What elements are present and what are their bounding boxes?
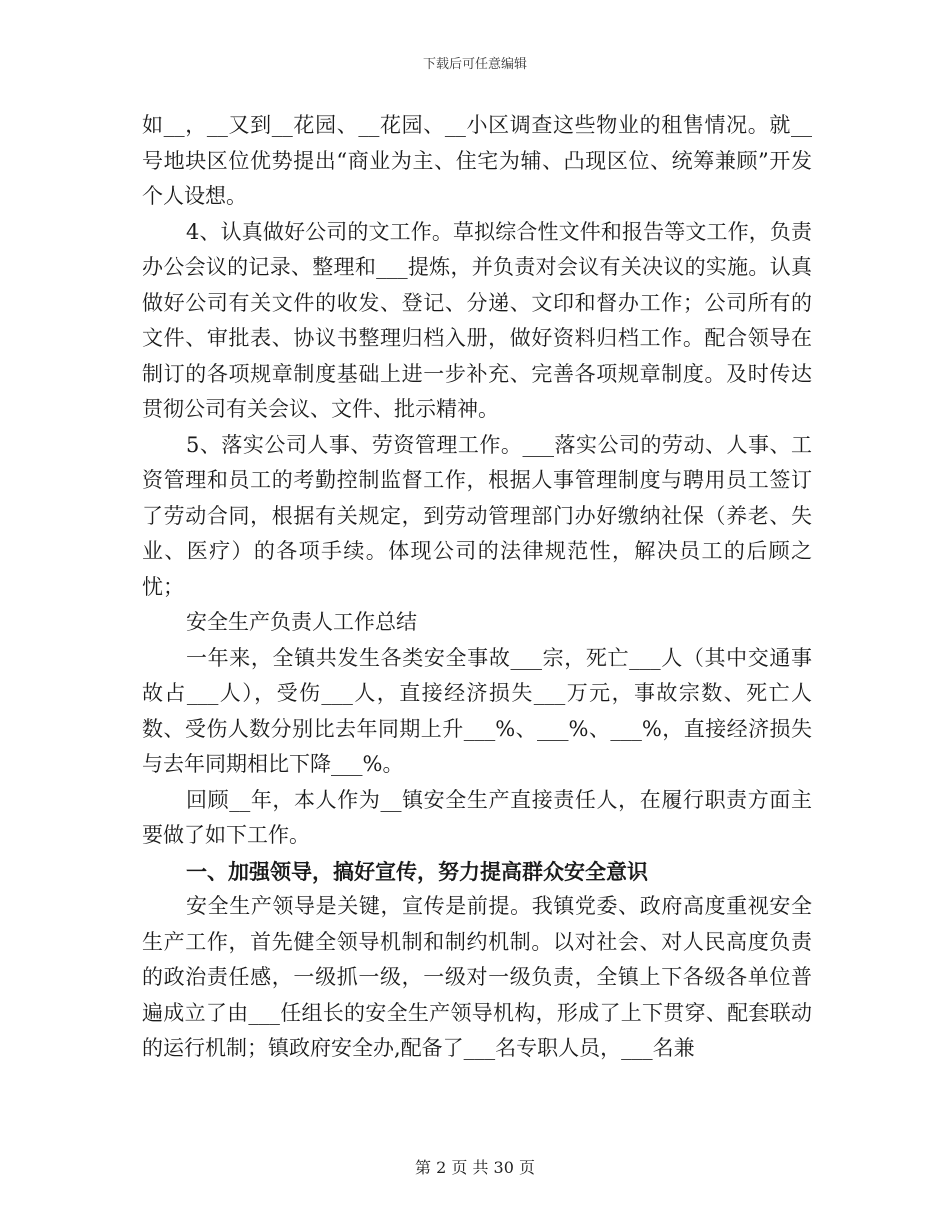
- document-body: [142, 108, 812, 1067]
- paragraph: 安全生产领导是关键，宣传是前提。我镇党委、政府高度重视安全生产工作，首先健全领导机制和制约机制。以对社会、对人民高度负责的政治责任感，一级抓一级，一级对一级负责，全镇上下各级各单位普遍成立了由___任组长的安全生产领导机构，形成了上下贯穿、配套联动的运行机制；镇政府安全办,配备了___名专职人员，___名兼: [142, 894, 812, 1060]
- paragraph: 4、认真做好公司的文工作。草拟综合性文件和报告等文工作，负责办公会议的记录、整理和___提炼，并负责对会议有关决议的实施。认真做好公司有关文件的收发、登记、分递、文印和督办工作；公司所有的文件、审批表、协议书整理归档入册，做好资料归档工作。配合领导在制订的各项规章制度基础上进一步补充、完善各项规章制度。及时传达贯彻公司有关会议、文件、批示精神。: [142, 219, 812, 421]
- paragraph: 如__，__又到__花园、__花园、__小区调查这些物业的租售情况。就__号地块区位优势提出“商业为主、住宅为辅、凸现区位、统筹兼顾”开发个人设想。: [142, 113, 812, 208]
- section-title: 安全生产负责人工作总结: [186, 610, 417, 634]
- section-heading: 一、加强领导，搞好宣传，努力提高群众安全意识: [186, 858, 648, 884]
- paragraph: 一年来，全镇共发生各类安全事故___宗，死亡___人（其中交通事故占___人），受伤___人，直接经济损失___万元，事故宗数、死亡人数、受伤人数分别比去年同期上升___%、___%、___%，直接经济损失与去年同期相比下降___%。: [142, 645, 812, 776]
- page-number: 第 2 页 共 30 页: [415, 1158, 535, 1177]
- page-header: 下载后可任意编辑: [422, 57, 527, 72]
- paragraph: 回顾__年，本人作为__镇安全生产直接责任人，在履行职责方面主要做了如下工作。: [142, 787, 812, 847]
- paragraph: 5、落实公司人事、劳资管理工作。___落实公司的劳动、人事、工资管理和员工的考勤控制监督工作，根据人事管理制度与聘用员工签订了劳动合同，根据有关规定，到劳动管理部门办好缴纳社保（养老、失业、医疗）的各项手续。体现公司的法律规范性，解决员工的后顾之忧；: [142, 432, 812, 599]
